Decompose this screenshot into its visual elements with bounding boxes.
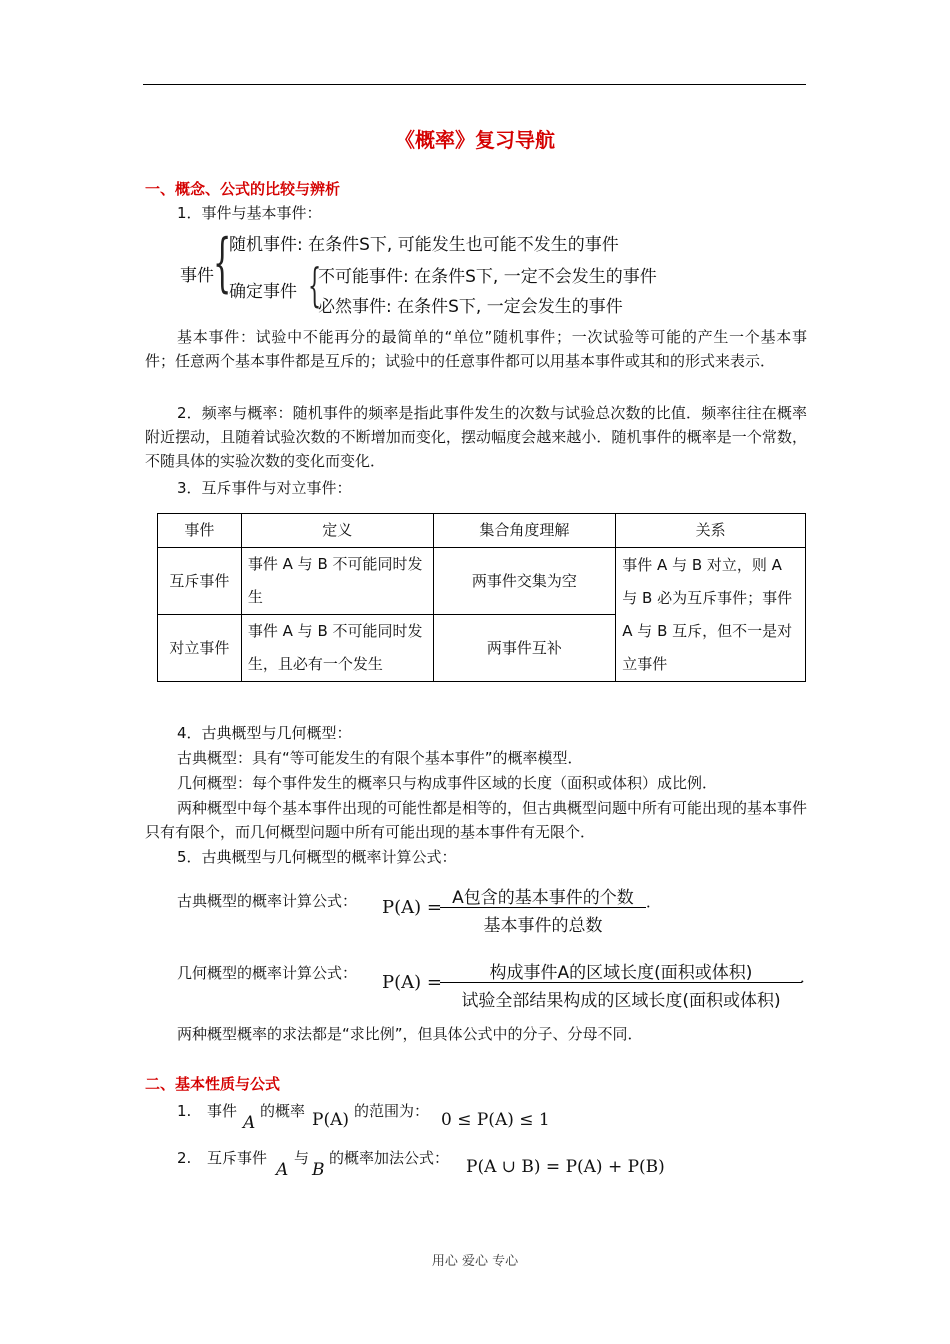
table-cell-complementary: 对立事件 — [158, 615, 242, 682]
property-2-event-a: A — [276, 1160, 289, 1180]
property-2-text-b: 与 — [294, 1149, 310, 1167]
event-relation-table — [157, 513, 806, 682]
classical-formula-lhs: P(A) = — [382, 897, 442, 918]
classical-definition: 古典概型：具有“等可能发生的有限个基本事件”的概率模型． — [177, 749, 583, 767]
tree-random: 随机事件: 在条件S下, 可能发生也可能不发生的事件 — [229, 235, 619, 255]
property-2-text-c: 的概率加法公式： — [329, 1149, 450, 1167]
table-cell-complementary-set: 两事件互补 — [433, 615, 616, 682]
classical-fraction-bar — [440, 907, 646, 908]
tree-impossible: 不可能事件: 在条件S下, 一定不会发生的事件 — [318, 267, 657, 287]
classical-denominator: 基本事件的总数 — [483, 916, 603, 936]
property-1-number: 1. — [177, 1102, 192, 1120]
property-2-event-b: B — [312, 1160, 325, 1180]
property-2-text-a: 互斥事件 — [207, 1149, 268, 1167]
property-1-text-b: 的概率 — [260, 1102, 306, 1120]
geometric-numerator: 构成事件A的区域长度(面积或体积) — [489, 963, 753, 983]
table-cell-complementary-definition: 事件 A 与 B 不可能同时发生，且必有一个发生 — [241, 615, 433, 682]
tree-brace-outer: { — [213, 226, 232, 300]
table-header-definition: 定义 — [241, 514, 433, 548]
property-1-formula: 0 ≤ P(A) ≤ 1 — [441, 1110, 550, 1130]
page-footer: 用心 爱心 专心 — [431, 1254, 519, 1269]
table-header-event: 事件 — [158, 514, 242, 548]
table-header-relation: 关系 — [616, 514, 806, 548]
frequency-probability-paragraph: 2．频率与概率：随机事件的频率是指此事件发生的次数与试验总次数的比值．频率往往在概率附近摆动，且随着试验次数的不断增加而变化，摆动幅度会越来越小．随机事件的概率是一个常数，不随具体的实验次数的变化而变化． — [145, 404, 807, 470]
geometric-formula-label: 几何概型的概率计算公式： — [177, 964, 358, 982]
table-header-set-view: 集合角度理解 — [433, 514, 616, 548]
ratio-note: 两种概型概率的求法都是“求比例”，但具体公式中的分子、分母不同． — [177, 1025, 643, 1043]
classical-formula-label: 古典概型的概率计算公式： — [177, 892, 358, 910]
property-1-text-a: 事件 — [207, 1102, 238, 1120]
page-title: 《概率》复习导航 — [395, 128, 555, 152]
geometric-fraction-bar — [440, 982, 802, 983]
property-1-event-a: A — [243, 1113, 256, 1133]
table-cell-exclusive-set: 两事件交集为空 — [433, 548, 616, 615]
geometric-formula-lhs: P(A) = — [382, 972, 442, 993]
tree-determined: 确定事件 — [229, 282, 297, 302]
section-heading-1: 一、概念、公式的比较与辨析 — [145, 180, 341, 198]
tree-brace-inner: { — [308, 258, 322, 312]
basic-event-paragraph: 基本事件：试验中不能再分的最简单的“单位”随机事件；一次试验等可能的产生一个基本事件；任意两个基本事件都是互斥的；试验中的任意事件都可以用基本事件或其和的形式来表示． — [145, 328, 807, 370]
section-heading-2: 二、基本性质与公式 — [145, 1075, 281, 1093]
item-5-heading: 5．古典概型与几何概型的概率计算公式： — [177, 848, 457, 866]
geometric-denominator: 试验全部结果构成的区域长度(面积或体积) — [461, 991, 781, 1011]
tree-root: 事件 — [180, 266, 214, 286]
property-2-number: 2. — [177, 1149, 192, 1167]
property-1-text-c: 的范围为： — [354, 1102, 430, 1120]
classical-period: ． — [646, 893, 662, 911]
table-cell-relation: 事件 A 与 B 对立，则 A 与 B 必为互斥事件；事件 A 与 B 互斥，但不一是对立事件 — [616, 548, 806, 682]
item-1-heading: 1．事件与基本事件： — [177, 204, 322, 222]
classical-numerator: A包含的基本事件的个数 — [452, 888, 634, 908]
table-cell-exclusive-definition: 事件 A 与 B 不可能同时发生 — [241, 548, 433, 615]
geometric-definition: 几何概型：每个事件发生的概率只与构成事件区域的长度（面积或体积）成比例． — [177, 774, 718, 792]
tree-certain: 必然事件: 在条件S下, 一定会发生的事件 — [318, 297, 623, 317]
table-cell-exclusive: 互斥事件 — [158, 548, 242, 615]
header-rule — [143, 84, 806, 85]
property-2-formula: P(A ∪ B) = P(A) + P(B) — [466, 1157, 665, 1177]
item-3-heading: 3．互斥事件与对立事件： — [177, 479, 352, 497]
model-comparison-paragraph: 两种概型中每个基本事件出现的可能性都是相等的，但古典概型问题中所有可能出现的基本事件只有有限个，而几何概型问题中所有可能出现的基本事件有无限个． — [145, 799, 808, 841]
property-1-pa: P(A) — [312, 1110, 349, 1130]
geometric-period: ． — [800, 968, 816, 986]
item-4-heading: 4．古典概型与几何概型： — [177, 724, 352, 742]
